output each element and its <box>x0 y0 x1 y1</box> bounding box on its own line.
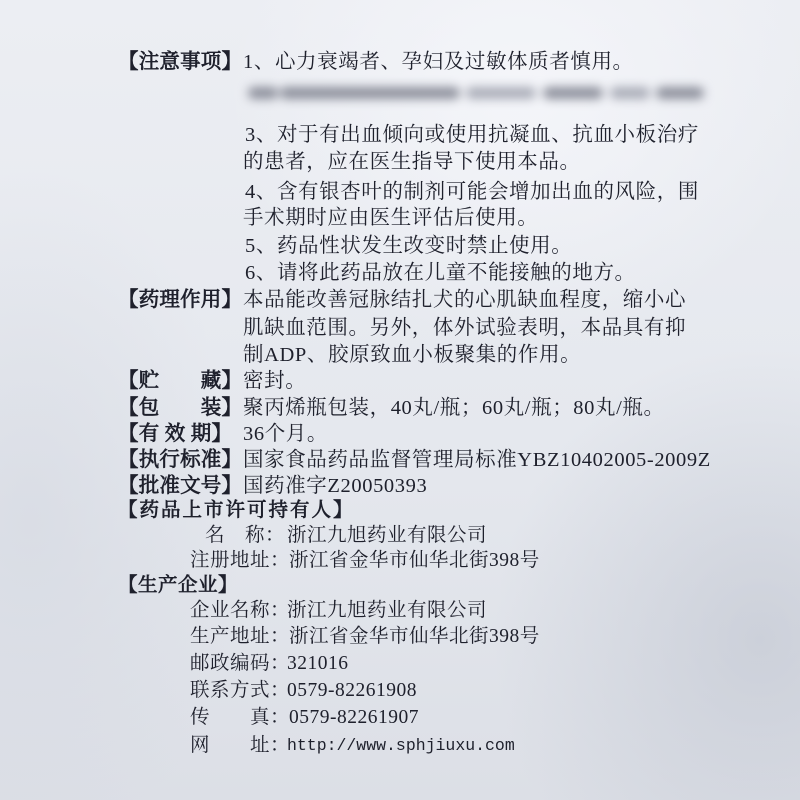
precautions-item-3: 3、对于有出血倾向或使用抗凝血、抗血小板治疗 <box>245 124 699 146</box>
website-value: http://www.sphjiuxu.com <box>287 736 515 755</box>
manufacturer-label: 【生产企业】 <box>118 575 239 596</box>
contact-label: 联系方式： <box>190 680 291 701</box>
storage-label: 【贮 藏】 <box>118 370 243 392</box>
standard-value: 国家食品药品监督管理局标准YBZ10402005-2009Z <box>243 449 711 471</box>
approval-number-value: 国药准字Z20050393 <box>243 475 428 497</box>
shelf-life-label: 【有 效 期】 <box>118 423 233 445</box>
mah-address-value: 浙江省金华市仙华北街398号 <box>289 550 540 571</box>
fax-value: 0579-82261907 <box>289 707 419 728</box>
precautions-item-3-cont: 的患者，应在医生指导下使用本品。 <box>243 151 581 173</box>
mah-name-value: 浙江九旭药业有限公司 <box>287 525 488 546</box>
website-label: 网 址： <box>190 735 291 756</box>
standard-label: 【执行标准】 <box>118 449 243 471</box>
precautions-item-5: 5、药品性状发生改变时禁止使用。 <box>245 235 573 257</box>
pharmacology-label: 【药理作用】 <box>118 289 243 311</box>
contact-value: 0579-82261908 <box>287 680 417 701</box>
packaging-label: 【包 装】 <box>118 397 243 419</box>
manufacturer-address-value: 浙江省金华市仙华北街398号 <box>289 626 540 647</box>
manufacturer-address-label: 生产地址： <box>190 626 291 647</box>
precautions-item-6: 6、请将此药品放在儿童不能接触的地方。 <box>245 262 636 284</box>
manufacturer-name-label: 企业名称： <box>190 600 291 621</box>
fax-label: 传 真： <box>190 707 291 728</box>
storage-value: 密封。 <box>243 370 307 392</box>
mah-address-label: 注册地址： <box>190 550 291 571</box>
precautions-label: 【注意事项】 <box>118 51 243 73</box>
manufacturer-name-value: 浙江九旭药业有限公司 <box>287 600 488 621</box>
postcode-label: 邮政编码： <box>190 653 291 674</box>
mah-name-label: 名 称： <box>205 525 286 546</box>
pharmacology-line-3: 制ADP、胶原致血小板聚集的作用。 <box>243 344 582 366</box>
pharmacology-line-2: 肌缺血范围。另外，体外试验表明，本品具有抑 <box>243 317 687 339</box>
redacted-line <box>238 78 708 108</box>
approval-number-label: 【批准文号】 <box>118 475 243 497</box>
precautions-item-4-cont: 手术期时应由医生评估后使用。 <box>243 207 539 229</box>
precautions-item-1: 1、心力衰竭者、孕妇及过敏体质者慎用。 <box>243 51 634 73</box>
packaging-value: 聚丙烯瓶包装，40丸/瓶；60丸/瓶；80丸/瓶。 <box>243 397 665 419</box>
precautions-item-4: 4、含有银杏叶的制剂可能会增加出血的风险，围 <box>245 181 699 203</box>
postcode-value: 321016 <box>287 653 349 674</box>
pharmacology-line-1: 本品能改善冠脉结扎犬的心肌缺血程度，缩小心 <box>243 289 687 311</box>
mah-label: 【药品上市许可持有人】 <box>118 500 355 521</box>
shelf-life-value: 36个月。 <box>243 423 328 445</box>
